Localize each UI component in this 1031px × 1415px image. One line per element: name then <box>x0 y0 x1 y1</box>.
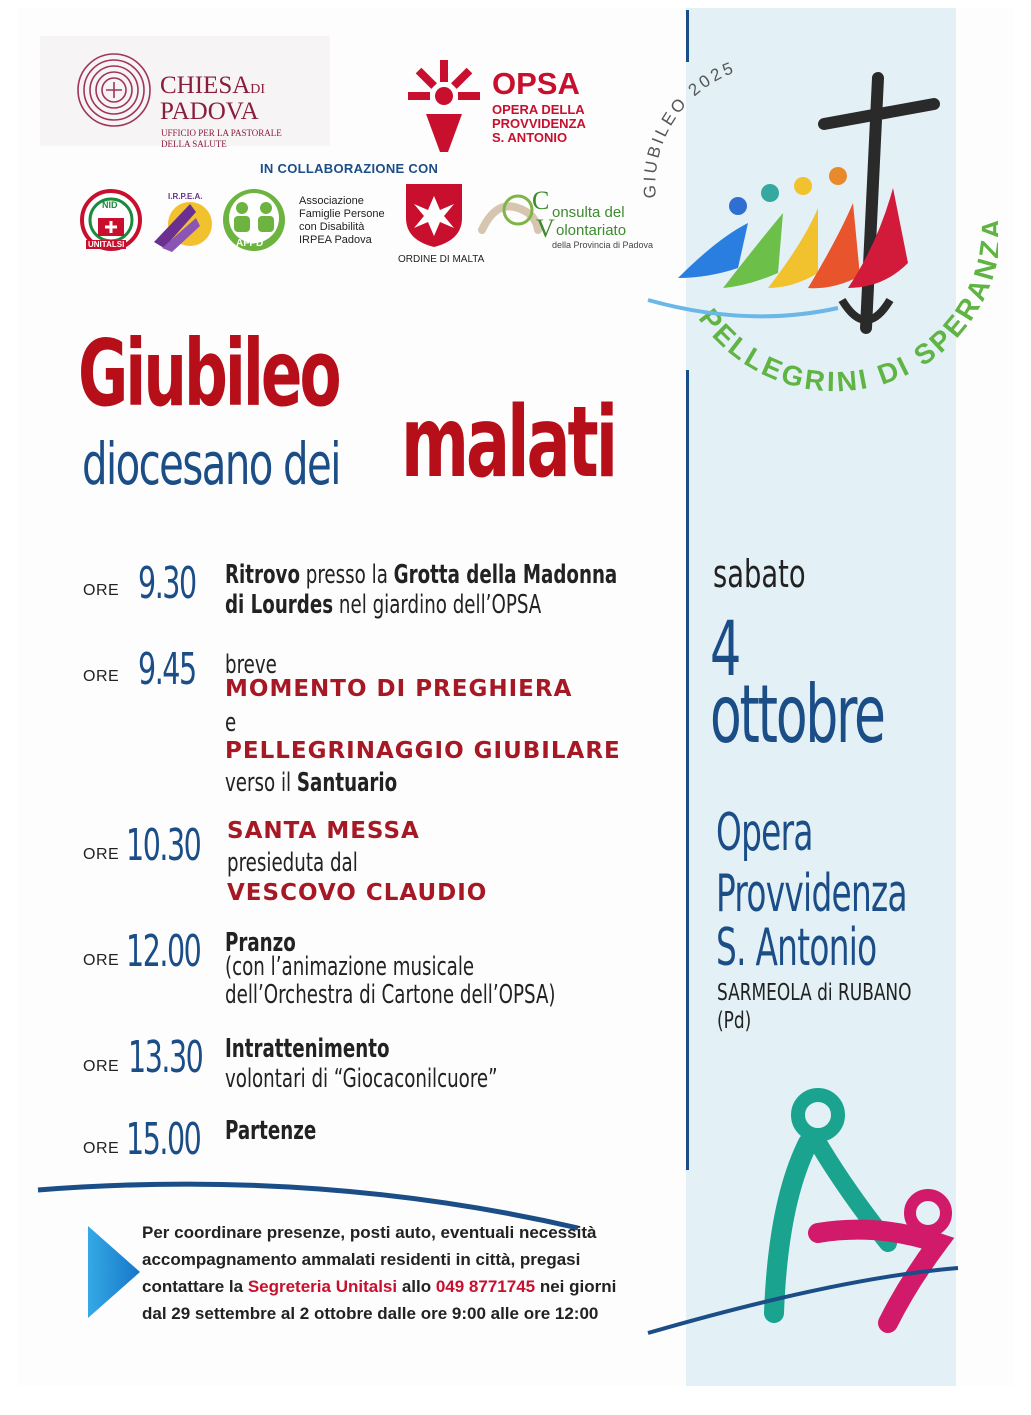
footer-line-3 <box>142 1273 616 1300</box>
item-pellegrinaggio: PELLEGRINAGGIO GIUBILARE <box>225 738 621 764</box>
assoc-line-2: Famiglie Persone <box>299 208 385 220</box>
phone-number[interactable]: 049 8771745 <box>435 1277 536 1296</box>
collaboration-label: IN COLLABORAZIONE CON <box>260 161 439 176</box>
chiesa-padova-logo <box>40 36 330 149</box>
footer-arrow-icon <box>88 1226 140 1318</box>
jubilee-emblem-icon <box>628 38 998 398</box>
footer-text-e: nei giorni <box>535 1277 617 1296</box>
intrattenimento-bold: Intrattenimento <box>225 1034 390 1064</box>
malta-text: ORDINE DI MALTA <box>398 254 485 265</box>
item-santuario <box>225 768 397 798</box>
jubilee-year-arc: GIUBILEO 2025 <box>640 57 739 199</box>
title-malati: malati <box>401 386 616 500</box>
chiesa-name-di: DI <box>250 82 266 97</box>
segreteria-unitalsi: Segreteria Unitalsi <box>247 1277 398 1296</box>
afpd-text: AFPD <box>236 238 264 249</box>
ore-label: ORE <box>83 1058 120 1075</box>
footer-text-a: contattare la <box>142 1277 248 1296</box>
chiesa-sub-2: DELLA SALUTE <box>161 139 227 149</box>
item-partenze <box>225 1116 316 1146</box>
ritrovo-bold: Ritrovo <box>225 560 301 590</box>
item-intrattenimento <box>225 1034 498 1094</box>
chiesa-name-2: PADOVA <box>160 98 259 125</box>
pranzo-line-3: dell’Orchestra di Cartone dell’OPSA) <box>225 980 556 1010</box>
grotta-bold: Grotta della Madonna <box>393 560 618 590</box>
consulta-logo <box>478 186 654 258</box>
time-945: 9.45 <box>138 644 196 695</box>
opsa-sun-icon <box>408 60 480 152</box>
title-diocesano: diocesano dei <box>82 430 340 498</box>
item-santa-messa: SANTA MESSA <box>227 818 420 844</box>
santuario-bold: Santuario <box>296 768 398 798</box>
pranzo-bold: Pranzo <box>225 928 296 958</box>
date-day: 4 <box>710 604 742 693</box>
associazione-text <box>299 195 385 247</box>
chiesa-sub-1: UFFICIO PER LA PASTORALE <box>161 128 282 138</box>
time-1330: 13.30 <box>128 1032 203 1083</box>
assoc-line-3: con Disabilità <box>299 221 365 233</box>
venue-prov: (Pd) <box>717 1008 752 1034</box>
chiesa-spiral-icon <box>76 52 152 128</box>
unitalsi-top-text: NID <box>102 200 118 210</box>
item-momento-preghiera: MOMENTO DI PREGHIERA <box>225 676 573 702</box>
venue-line-2: Provvidenza <box>716 864 907 924</box>
ritrovo-plain: presso la <box>300 560 394 590</box>
venue-line-3: S. Antonio <box>716 918 877 978</box>
footer-text-c: allo <box>397 1277 436 1296</box>
ore-label: ORE <box>83 1140 120 1157</box>
footer-note <box>142 1219 616 1327</box>
opsa-logo <box>408 60 608 155</box>
footer-line-2: accompagnamento ammalati residenti in città, pregasi <box>142 1250 581 1269</box>
chiesa-name-1: CHIESA <box>160 72 251 99</box>
item-presieduta: presieduta dal <box>227 848 358 878</box>
unitalsi-text: UNITALSI <box>88 240 125 249</box>
giardino-plain: nel giardino dell’OPSA <box>333 590 542 620</box>
consulta-line-2: olontariato <box>556 222 627 239</box>
date-weekday: sabato <box>713 552 806 596</box>
jubilee-motto-arc: PELLEGRINI DI SPERA <box>692 271 998 398</box>
irpea-logo <box>150 190 214 254</box>
item-e: e <box>225 708 237 738</box>
svg-text:GIUBILEO 2025 <box>640 58 738 199</box>
item-vescovo: VESCOVO CLAUDIO <box>227 880 488 906</box>
malta-shield-icon <box>404 182 464 248</box>
pranzo-line-2: (con l’animazione musicale <box>225 952 475 982</box>
time-1500: 15.00 <box>126 1114 201 1165</box>
date-month: ottobre <box>710 668 884 761</box>
ore-label: ORE <box>83 952 120 969</box>
venue-place: SARMEOLA di RUBANO <box>717 980 912 1006</box>
opsa-line-3: S. ANTONIO <box>492 130 568 145</box>
item-ritrovo <box>225 560 617 620</box>
item-pranzo <box>225 928 556 1010</box>
opsa-line-2: PROVVIDENZA <box>492 116 586 131</box>
jubilee-2025-logo <box>628 38 998 398</box>
footer-line-4: dal 29 settembre al 2 ottobre dalle ore 9:00 alle ore 12:00 <box>142 1304 599 1323</box>
consulta-c-icon: C <box>532 186 550 215</box>
item-breve: breve <box>225 650 277 680</box>
footer-line-1: Per coordinare presenze, posti auto, eventuali necessità <box>142 1223 597 1242</box>
assoc-line-1: Associazione <box>299 195 364 207</box>
time-1030: 10.30 <box>126 820 201 871</box>
partenze-bold: Partenze <box>225 1116 317 1146</box>
afpd-logo <box>220 188 288 254</box>
irpea-text: I.R.P.E.A. <box>168 192 203 201</box>
poster <box>18 8 1013 1386</box>
consulta-line-1: onsulta del <box>552 204 625 221</box>
verso-il: verso il <box>225 768 297 798</box>
opsa-acronym: OPSA <box>492 66 580 101</box>
ore-label: ORE <box>83 846 120 863</box>
title-giubileo: Giubileo <box>78 320 339 427</box>
assoc-line-4: IRPEA Padova <box>299 234 372 246</box>
time-1200: 12.00 <box>126 926 201 977</box>
divider-line <box>686 370 689 1170</box>
unitalsi-logo <box>80 188 142 252</box>
venue-line-1: Opera <box>716 803 813 863</box>
lourdes-bold: di Lourdes <box>225 590 334 620</box>
ore-label: ORE <box>83 668 120 685</box>
giocaconilcuore: volontari di “Giocaconilcuore” <box>225 1064 498 1094</box>
time-930: 9.30 <box>138 558 196 609</box>
opsa-line-1: OPERA DELLA <box>492 102 585 117</box>
consulta-line-3: della Provincia di Padova <box>552 240 654 250</box>
ore-label: ORE <box>83 582 120 599</box>
consulta-v-icon: V <box>536 214 555 243</box>
